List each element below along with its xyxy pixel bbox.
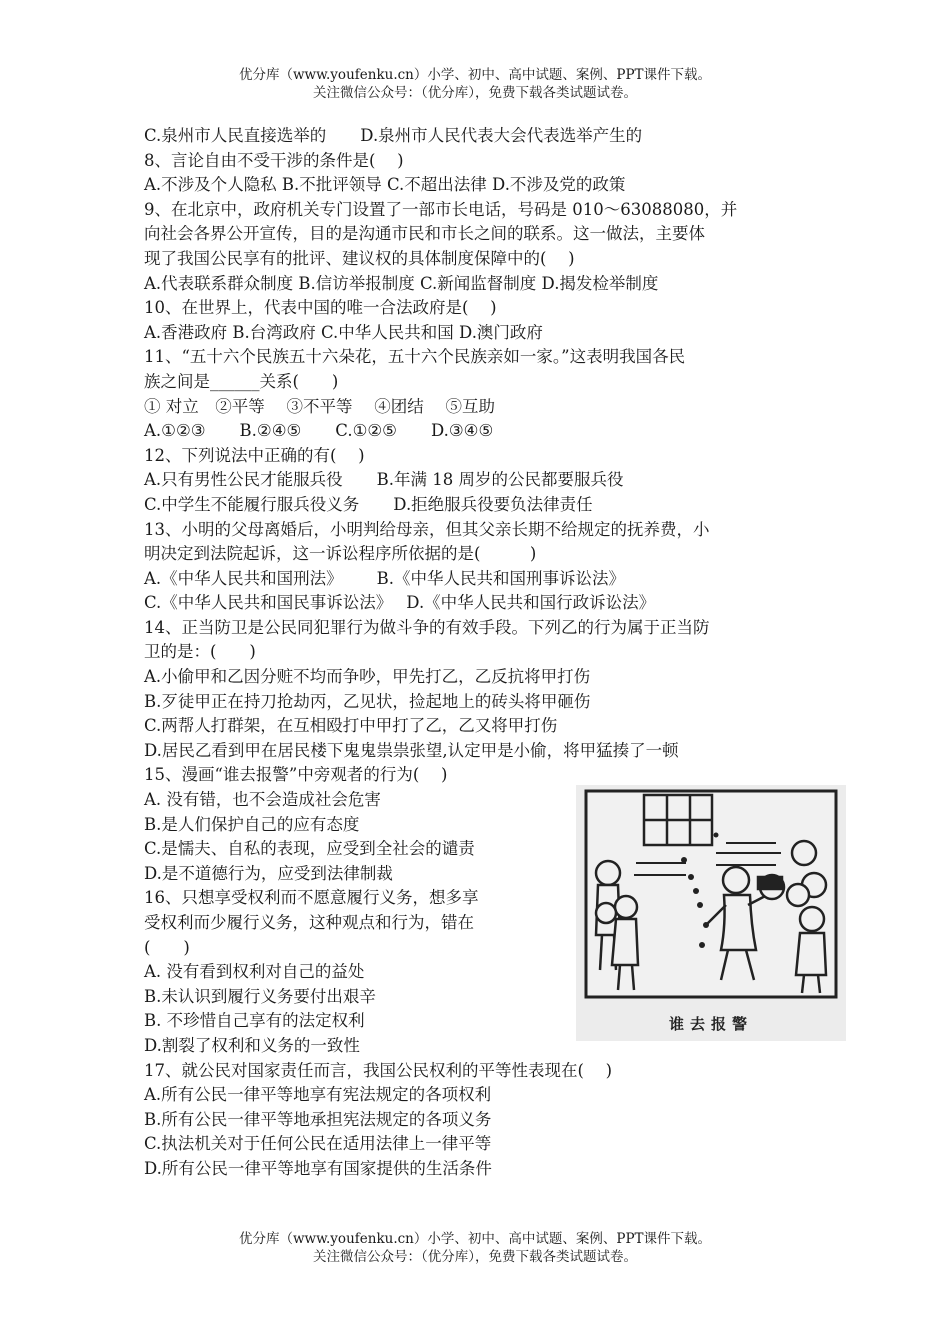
cartoon-caption: 谁去报警 bbox=[668, 1015, 753, 1033]
page-header bbox=[0, 66, 950, 102]
q12-option-c: C.中学生不能履行服兵役义务 bbox=[144, 494, 360, 514]
q12-options-ab bbox=[144, 468, 824, 493]
q8-stem: 8、言论自由不受干涉的条件是( ) bbox=[144, 150, 404, 170]
q16-option-d: D.割裂了权利和义务的一致性 bbox=[144, 1035, 360, 1055]
q16-option-b: B.未认识到履行义务要付出艰辛 bbox=[144, 986, 376, 1006]
q14-option-b: B.歹徒甲正在持刀抢劫丙，乙见状，捡起地上的砖头将甲砸伤 bbox=[144, 691, 591, 711]
header-line-1: 优分库（www.youfenku.cn）小学、初中、高中试题、案例、PPT课件下载。 bbox=[238, 67, 712, 83]
q16-option-c: B. 不珍惜自己享有的法定权利 bbox=[144, 1011, 365, 1031]
q9-stem-line-2: 向社会各界公开宣传，目的是沟通市民和市长之间的联系。这一做法，主要体 bbox=[144, 224, 705, 244]
q12-option-a: A.只有男性公民才能服兵役 bbox=[144, 470, 343, 490]
page-footer bbox=[0, 1230, 950, 1266]
q8-options: A.不涉及个人隐私 B.不批评领导 C.不超出法律 D.不涉及党的政策 bbox=[144, 175, 626, 195]
q7-options bbox=[144, 124, 824, 149]
q17-option-a: A.所有公民一律平等地享有宪法规定的各项权利 bbox=[144, 1085, 492, 1105]
q12-option-d: D.拒绝服兵役要负法律责任 bbox=[393, 494, 593, 514]
q12-option-b: B.年满 18 周岁的公民都要服兵役 bbox=[376, 470, 624, 490]
q11-items: ① 对立 ②平等 ③不平等 ④团结 ⑤互助 bbox=[144, 396, 495, 416]
q11-option-a: A.①②③ bbox=[144, 421, 206, 441]
q13-option-a: A.《中华人民共和国刑法》 bbox=[144, 568, 343, 588]
q16-option-a: A. 没有看到权利对自己的益处 bbox=[144, 962, 365, 982]
q13-stem-line-1: 13、小明的父母离婚后，小明判给母亲，但其父亲长期不给规定的抚养费，小 bbox=[144, 519, 710, 539]
q14-option-c: C.两帮人打群架，在互相殴打中甲打了乙，乙又将甲打伤 bbox=[144, 716, 558, 736]
q13-option-d: D.《中华人民共和国行政诉讼法》 bbox=[406, 593, 656, 613]
q13-options-ab bbox=[144, 567, 824, 592]
q11-stem-line-1: 11、“五十六个民族五十六朵花，五十六个民族亲如一家。”这表明我国各民 bbox=[144, 347, 686, 367]
q14-option-d: D.居民乙看到甲在居民楼下鬼鬼祟祟张望,认定甲是小偷，将甲猛揍了一顿 bbox=[144, 740, 679, 760]
q17-stem: 17、就公民对国家责任而言，我国公民权利的平等性表现在( ) bbox=[144, 1060, 613, 1080]
q17-option-d: D.所有公民一律平等地享有国家提供的生活条件 bbox=[144, 1158, 492, 1178]
q9-options: A.代表联系群众制度 B.信访举报制度 C.新闻监督制度 D.揭发检举制度 bbox=[144, 273, 659, 293]
q15-option-a: A. 没有错，也不会造成社会危害 bbox=[144, 790, 381, 810]
q15-option-b: B.是人们保护自己的应有态度 bbox=[144, 814, 360, 834]
q13-stem-line-2: 明决定到法院起诉，这一诉讼程序所依据的是( ) bbox=[144, 544, 537, 564]
q11-stem-line-2: 族之间是______关系( ) bbox=[144, 371, 339, 391]
cartoon-illustration bbox=[576, 785, 846, 1041]
q15-stem: 15、漫画“谁去报警”中旁观者的行为( ) bbox=[144, 765, 448, 785]
footer-line-2: 关注微信公众号：（优分库），免费下载各类试题试卷。 bbox=[313, 1249, 637, 1265]
q17-option-b: B.所有公民一律平等地承担宪法规定的各项义务 bbox=[144, 1109, 492, 1129]
header-line-2: 关注微信公众号：（优分库），免费下载各类试题试卷。 bbox=[313, 85, 637, 101]
q14-stem-line-2: 卫的是：( ) bbox=[144, 642, 256, 662]
q7-option-d: D.泉州市人民代表大会代表选举产生的 bbox=[360, 126, 643, 145]
q7-option-c: C.泉州市人民直接选举的 bbox=[144, 126, 327, 145]
q13-options-cd bbox=[144, 591, 824, 616]
q16-stem-line-2: 受权利而少履行义务，这种观点和行为，错在 bbox=[144, 913, 474, 932]
q13-option-c: C.《中华人民共和国民事诉讼法》 bbox=[144, 593, 393, 613]
q16-stem-line-3: ( ) bbox=[144, 937, 190, 957]
q15-option-c: C.是懦夫、自私的表现，应受到全社会的谴责 bbox=[144, 839, 475, 859]
q11-option-b: B.②④⑤ bbox=[239, 421, 302, 441]
q12-stem: 12、下列说法中正确的有( ) bbox=[144, 445, 365, 465]
q11-options bbox=[144, 419, 824, 444]
cartoon-who-calls-police bbox=[576, 785, 846, 1041]
q16-stem-line-1: 16、只想享受权利而不愿意履行义务，想多享 bbox=[144, 888, 479, 908]
q15-option-d: D.是不道德行为，应受到法律制裁 bbox=[144, 863, 393, 883]
q11-option-c: C.①②⑤ bbox=[335, 421, 397, 441]
q9-stem-line-1: 9、在北京中，政府机关专门设置了一部市长电话，号码是 010～63088080，并 bbox=[144, 199, 738, 219]
q14-option-a: A.小偷甲和乙因分赃不均而争吵，甲先打乙，乙反抗将甲打伤 bbox=[144, 667, 591, 687]
q10-stem: 10、在世界上，代表中国的唯一合法政府是( ) bbox=[144, 298, 497, 318]
q10-options: A.香港政府 B.台湾政府 C.中华人民共和国 D.澳门政府 bbox=[144, 322, 543, 342]
q13-option-b: B.《中华人民共和国刑事诉讼法》 bbox=[376, 568, 626, 588]
thief-figure bbox=[758, 875, 784, 899]
q11-option-d: D.③④⑤ bbox=[430, 421, 494, 441]
q12-options-cd bbox=[144, 493, 824, 518]
q17-option-c: C.执法机关对于任何公民在适用法律上一律平等 bbox=[144, 1134, 492, 1154]
footer-line-1: 优分库（www.youfenku.cn）小学、初中、高中试题、案例、PPT课件下载。 bbox=[238, 1231, 712, 1247]
q9-stem-line-3: 现了我国公民享有的批评、建议权的具体制度保障中的( ) bbox=[144, 248, 575, 268]
q14-stem-line-1: 14、正当防卫是公民同犯罪行为做斗争的有效手段。下列乙的行为属于正当防 bbox=[144, 617, 710, 637]
